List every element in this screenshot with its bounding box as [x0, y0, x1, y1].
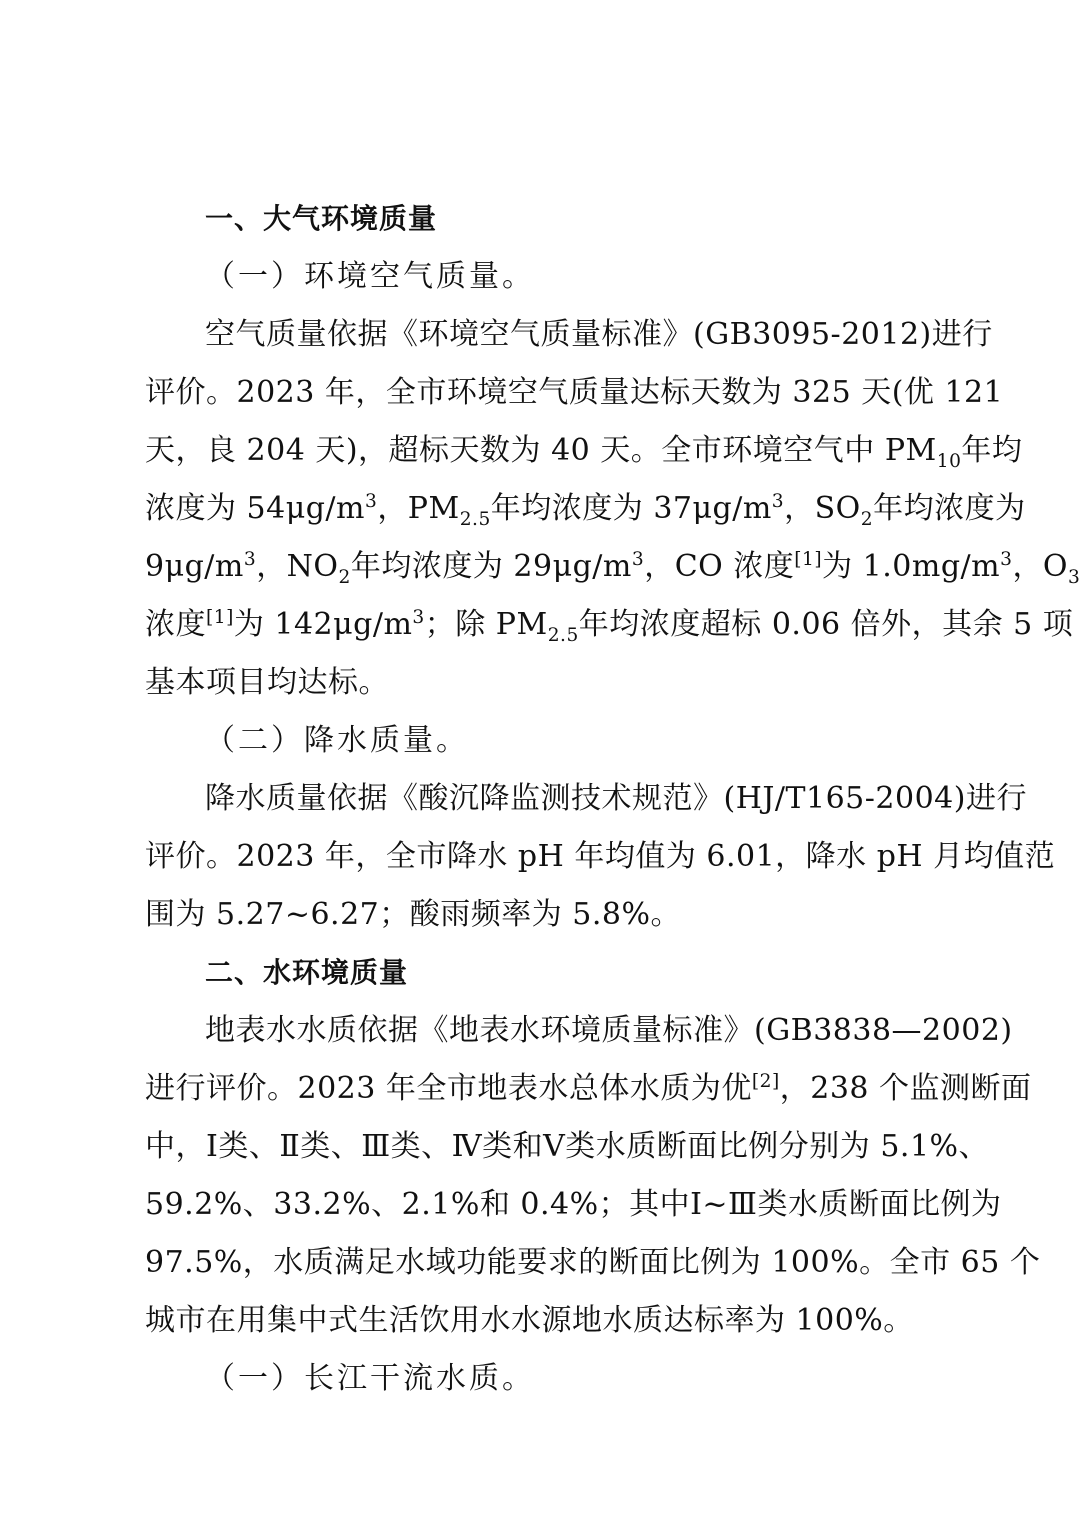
paragraph-line: 评价。2023 年，全市环境空气质量达标天数为 325 天(优 121: [145, 375, 1004, 410]
section-1-heading: 一、大气环境质量: [205, 202, 438, 235]
paragraph-line: 天，良 204 天)，超标天数为 40 天。全市环境空气中 $PM_{10}$年均: [145, 433, 1023, 472]
footnote-ref: [1]: [206, 607, 234, 628]
subscript: 2: [860, 509, 874, 530]
paragraph-line: 降水质量依据《酸沉降监测技术规范》(HJ/T165-2004)进行: [205, 781, 1027, 816]
paragraph-line: 97.5%，水质满足水域功能要求的断面比例为 100%。全市 65 个: [145, 1245, 1041, 1280]
superscript: 3: [1000, 549, 1013, 570]
paragraph-line: 浓度[1]为 $142\mu g/m^3$；除 $PM_{2.5}$年均浓度超标 0.06 倍外，其余 5 项: [145, 607, 1074, 646]
paragraph-line: 地表水水质依据《地表水环境质量标准》(GB3838—2002): [205, 1013, 1013, 1048]
subscript: 3: [1068, 567, 1080, 588]
superscript: 3: [412, 607, 425, 628]
paragraph-line: 59.2%、33.2%、2.1%和 0.4%；其中Ⅰ~Ⅲ类水质断面比例为: [145, 1187, 1002, 1222]
document-page: [145, 190, 1080, 1408]
paragraph-line: 中，Ⅰ类、Ⅱ类、Ⅲ类、Ⅳ类和Ⅴ类水质断面比例分别为 5.1%、: [145, 1129, 990, 1164]
air-quality-paragraph: [145, 306, 1080, 712]
subscript: 2: [338, 567, 351, 588]
subscript: 2.5: [547, 625, 579, 646]
footnote-ref: [1]: [794, 549, 823, 570]
paragraph-line: 围为 5.27~6.27；酸雨频率为 5.8%。: [145, 897, 682, 932]
paragraph-line: 进行评价。2023 年全市地表水总体水质为优[2]，238 个监测断面: [145, 1071, 1032, 1106]
subscript: 10: [936, 451, 962, 472]
subscript: 2.5: [459, 509, 491, 530]
paragraph-line: 评价。2023 年，全市降水 pH 年均值为 6.01，降水 pH 月均值范: [145, 839, 1056, 874]
paragraph-line: 基本项目均达标。: [145, 665, 389, 700]
subsection-precipitation-heading: （二）降水质量。: [205, 723, 469, 758]
superscript: 3: [243, 549, 257, 570]
water-quality-paragraph: [145, 1002, 1041, 1350]
footnote-ref: [2]: [751, 1071, 780, 1092]
section-2-heading: 二、水环境质量: [205, 956, 409, 989]
subsection-air-quality-heading: （一）环境空气质量。: [205, 259, 535, 294]
paragraph-line: $9\mu g/m^3$，$NO_2$年均浓度为 $29\mu g/m^3$，CO 浓度[1]为 $1.0mg/m^3$，$O_3$: [145, 549, 1080, 588]
paragraph-line: 空气质量依据《环境空气质量标准》(GB3095-2012)进行: [205, 317, 993, 352]
superscript: 3: [631, 549, 645, 570]
precipitation-paragraph: [145, 770, 1056, 944]
subsection-yangtze-heading: （一）长江干流水质。: [205, 1361, 535, 1396]
superscript: 3: [364, 491, 378, 512]
paragraph-line: 浓度为 $54\mu g/m^3$，$PM_{2.5}$年均浓度为 $37\mu g/m^3$，$SO_2$年均浓度为: [145, 491, 1026, 530]
superscript: 3: [771, 491, 785, 512]
paragraph-line: 城市在用集中式生活饮用水水源地水质达标率为 100%。: [145, 1303, 914, 1338]
